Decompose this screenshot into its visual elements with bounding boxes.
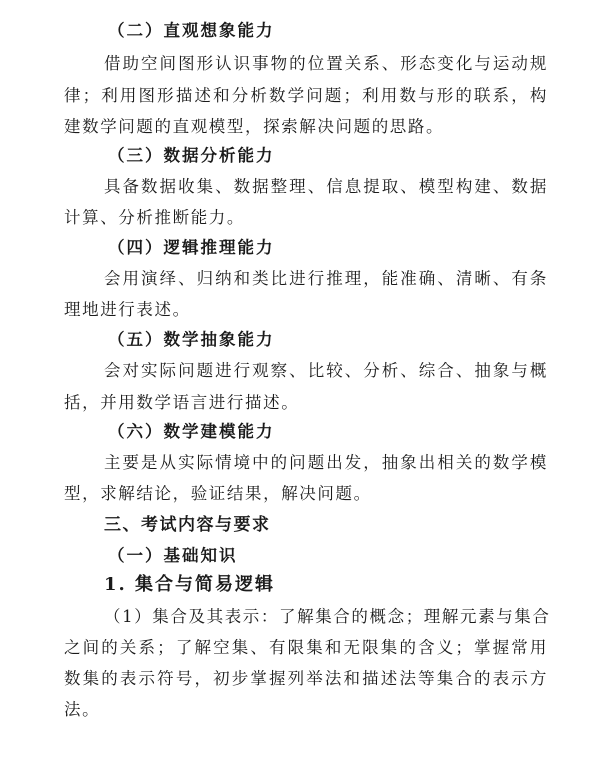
paragraph-line: 括，并用数学语言进行描述。 <box>64 393 300 412</box>
paragraph-line: 理地进行表述。 <box>64 300 191 319</box>
section-heading-math-modeling: （六）数学建模能力 <box>108 422 275 441</box>
paragraph-line: 具备数据收集、数据整理、信息提取、模型构建、数据 <box>104 177 548 196</box>
paragraph-line: 借助空间图形认识事物的位置关系、形态变化与运动规 <box>104 54 548 73</box>
paragraph-line: 会对实际问题进行观察、比较、分析、综合、抽象与概 <box>104 361 548 380</box>
part-heading-exam-content: 三、考试内容与要求 <box>104 515 271 535</box>
paragraph-line: 数集的表示符号，初步掌握列举法和描述法等集合的表示方 <box>64 669 548 688</box>
paragraph-line: 计算、分析推断能力。 <box>64 208 245 227</box>
paragraph-line: 律；利用图形描述和分析数学问题；利用数与形的联系，构 <box>64 86 548 105</box>
paragraph-line: 之间的关系；了解空集、有限集和无限集的含义；掌握常用 <box>64 638 548 657</box>
paragraph-line: 型，求解结论，验证结果，解决问题。 <box>64 484 372 503</box>
paragraph-line: 建数学问题的直观模型，探索解决问题的思路。 <box>64 117 445 136</box>
subsection-heading-basic-knowledge: （一）基础知识 <box>108 546 238 565</box>
paragraph-line: （1）集合及其表示：了解集合的概念；理解元素与集合 <box>104 607 551 626</box>
paragraph-line: 法。 <box>64 700 101 719</box>
section-heading-intuitive-imagination: （二）直观想象能力 <box>108 21 275 40</box>
section-heading-math-abstraction: （五）数学抽象能力 <box>108 330 275 349</box>
section-heading-data-analysis: （三）数据分析能力 <box>108 146 275 165</box>
topic-heading-sets-and-logic: 1. 集合与简易逻辑 <box>104 574 276 595</box>
paragraph-line: 会用演绎、归纳和类比进行推理，能准确、清晰、有条 <box>104 269 548 288</box>
paragraph-line: 主要是从实际情境中的问题出发，抽象出相关的数学模 <box>104 453 548 472</box>
section-heading-logical-reasoning: （四）逻辑推理能力 <box>108 238 275 257</box>
